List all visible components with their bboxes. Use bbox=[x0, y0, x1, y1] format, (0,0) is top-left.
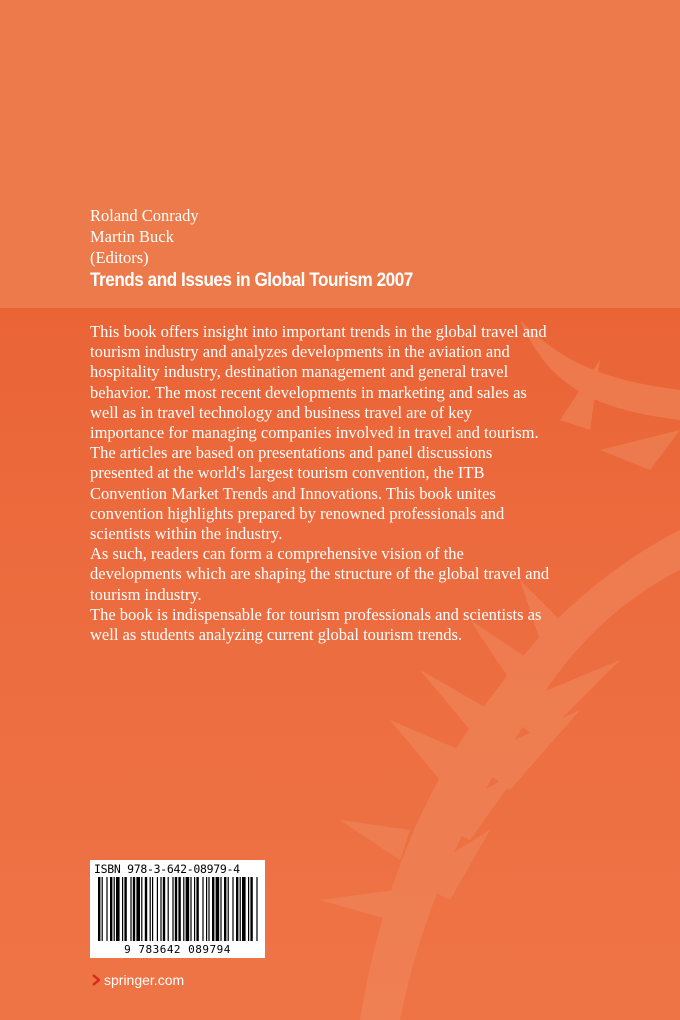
barcode-bar bbox=[110, 877, 112, 941]
barcode-bar bbox=[172, 877, 173, 941]
isbn-label: ISBN 978-3-642-08979-4 bbox=[94, 862, 240, 876]
book-description bbox=[90, 322, 550, 645]
barcode-bar bbox=[157, 877, 158, 941]
barcode-bar bbox=[242, 877, 246, 941]
barcode-bar bbox=[116, 877, 120, 941]
chevron-right-icon bbox=[92, 974, 100, 986]
description-paragraph: This book offers insight into important trends in the global travel and tourism industry and analyzes developments in the aviation and hospitality industry, destination management and general travel behavior. The most recent developments in marketing and sales as well as in travel technology and business travel are of key importance for managing companies involved in travel and tourism. bbox=[90, 322, 547, 443]
barcode-bar bbox=[124, 877, 126, 941]
barcode-bar bbox=[130, 877, 131, 941]
barcode-bar bbox=[145, 877, 147, 941]
barcode-bar bbox=[175, 877, 177, 941]
barcode-bar bbox=[136, 877, 140, 941]
barcode-bar bbox=[141, 877, 142, 941]
barcode-bar bbox=[220, 877, 221, 941]
barcode-bar bbox=[98, 877, 100, 941]
description-paragraph: As such, readers can form a comprehensive vision of the developments which are shaping the structure of the global travel and tourism industry. bbox=[90, 544, 550, 604]
barcode-bar bbox=[208, 877, 209, 941]
barcode-bar bbox=[133, 877, 135, 941]
barcode-bar bbox=[122, 877, 123, 941]
barcode-bar bbox=[178, 877, 180, 941]
barcode-bars bbox=[98, 877, 258, 941]
editors-label: (Editors) bbox=[90, 248, 149, 267]
barcode-bar bbox=[152, 877, 153, 941]
editor-name: Roland Conrady bbox=[90, 206, 199, 225]
barcode-bar bbox=[236, 877, 238, 941]
barcode-bar bbox=[232, 877, 233, 941]
barcode-bar bbox=[160, 877, 161, 941]
book-title: Trends and Issues in Global Tourism 2007 bbox=[90, 270, 413, 291]
barcode-bar bbox=[202, 877, 203, 941]
springer-link[interactable] bbox=[92, 972, 184, 988]
description-paragraph: The articles are based on presentations and panel discussions presented at the world's largest tourism convention, the ITB Convention Market Trends and Innovations. This book unites convention highlights prepared by renowned professionals and scientists within the industry. bbox=[90, 443, 505, 544]
barcode-bar bbox=[183, 877, 184, 941]
barcode-bar bbox=[114, 877, 115, 941]
barcode-bar bbox=[224, 877, 226, 941]
barcode-bar bbox=[212, 877, 214, 941]
barcode-bar bbox=[196, 877, 198, 941]
springer-link-label: springer.com bbox=[104, 972, 185, 988]
isbn-barcode bbox=[90, 860, 265, 958]
barcode-bar bbox=[186, 877, 190, 941]
barcode-bar bbox=[216, 877, 220, 941]
ean-number: 9 783642 089794 bbox=[124, 943, 231, 956]
editor-name: Martin Buck bbox=[90, 227, 174, 246]
barcode-bar bbox=[190, 877, 191, 941]
barcode-bar bbox=[250, 877, 252, 941]
barcode-bar bbox=[150, 877, 151, 941]
barcode-bar bbox=[102, 877, 103, 941]
barcode-bar bbox=[256, 877, 257, 941]
barcode-bar bbox=[248, 877, 249, 941]
editors-block bbox=[90, 205, 199, 268]
barcode-bar bbox=[206, 877, 207, 941]
barcode-bar bbox=[240, 877, 241, 941]
barcode-bar bbox=[168, 877, 169, 941]
barcode-bar bbox=[194, 877, 195, 941]
barcode-bar bbox=[163, 877, 165, 941]
description-paragraph: The book is indispensable for tourism professionals and scientists as well as students analyzing current global tourism trends. bbox=[90, 604, 542, 645]
barcode-bar bbox=[228, 877, 229, 941]
barcode-bar bbox=[106, 877, 107, 941]
